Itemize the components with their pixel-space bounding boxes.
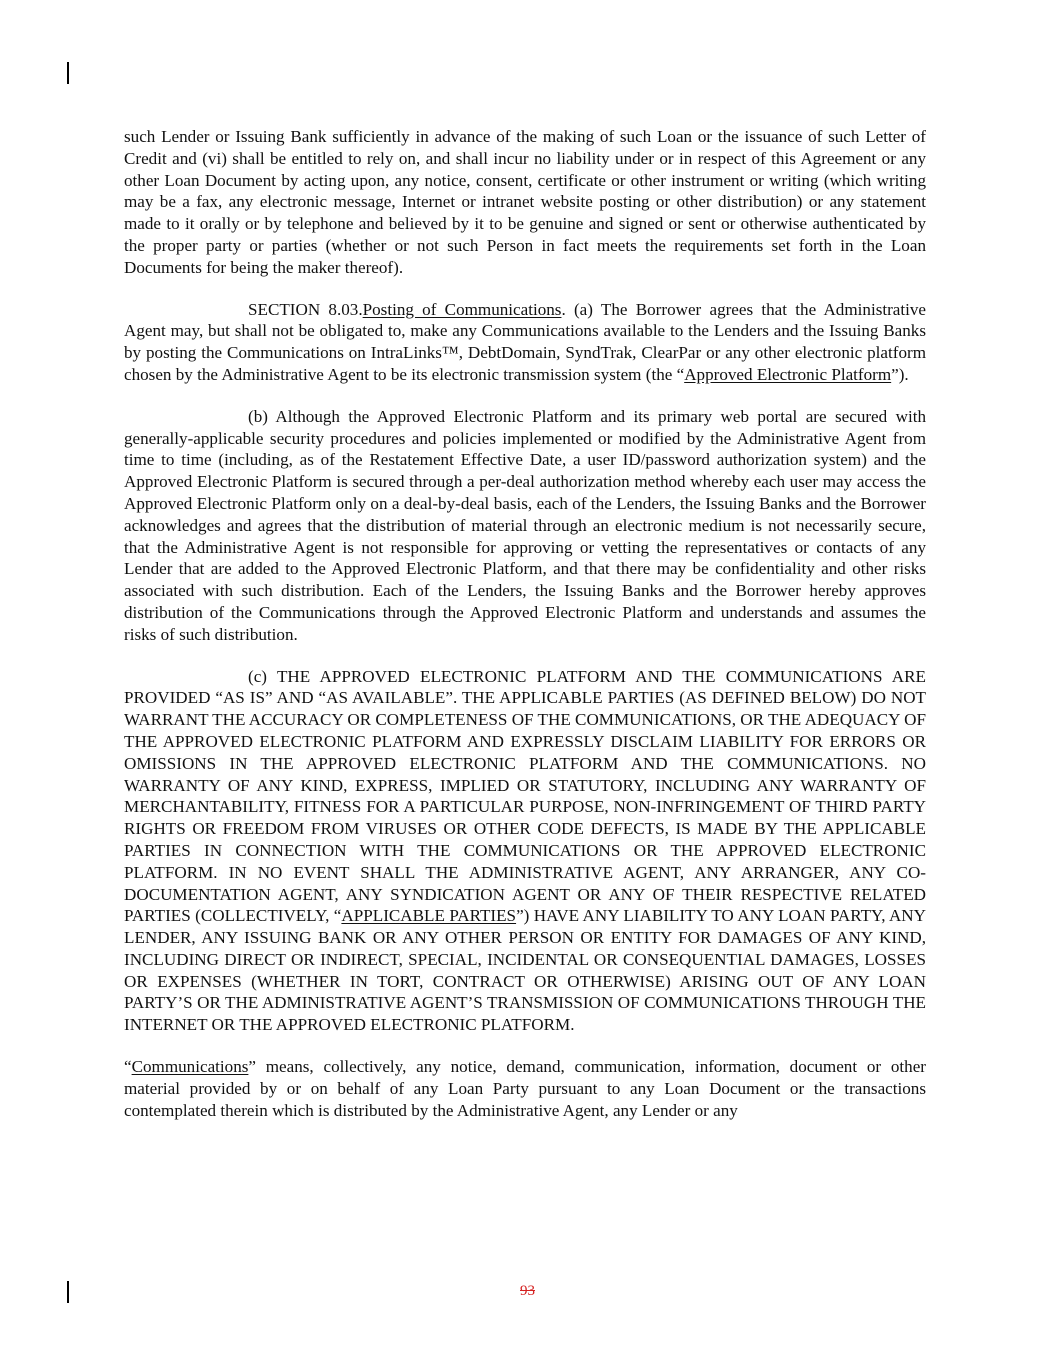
section-title: Posting of Communications (362, 299, 562, 319)
paragraph-b: (b) Although the Approved Electronic Platform and its primary web portal are secured with generally-applicable security procedures and policies implemented or modified by the Administrative Agent from time to time (including, as of the Restatement Effective Date, a user ID/password authorization system) and the Approved Electronic Platform is secured through a per-deal authorization method whereby each user may access the Approved Electronic Platform only on a deal-by-deal basis, each of the Lenders, the Issuing Banks and the Borrower acknowledges and agrees that the distribution of material through an electronic medium is not necessarily secure, that the Administrative Agent is not responsible for approving or vetting the representatives or contacts of any Lender that are added to the Approved Electronic Platform, and that there may be confidentiality and other risks associated with such distribution. Each of the Lenders, the Issuing Banks and the Borrower hereby approves distribution of the Communications through the Approved Electronic Platform and understands and assumes the risks of such distribution. (124, 406, 926, 644)
paragraph-c-text: (c) THE APPROVED ELECTRONIC PLATFORM AND THE COMMUNICATIONS ARE PROVIDED “AS IS” AND “AS AVAILABLE”. THE APPLICABLE PARTIES (AS DEFINED BELOW) DO NOT WARRANT THE ACCURACY OR COMPLETENESS OF THE COMMUNICATIONS, OR THE ADEQUACY OF THE APPROVED ELECTRONIC PLATFORM AND EXPRESSLY DISCLAIM LIABILITY FOR ERRORS OR OMISSIONS IN THE APPROVED ELECTRONIC PLATFORM AND THE COMMUNICATIONS. NO WARRANTY OF ANY KIND, EXPRESS, IMPLIED OR STATUTORY, INCLUDING ANY WARRANTY OF MERCHANTABILITY, FITNESS FOR A PARTICULAR PURPOSE, NON-INFRINGEMENT OF THIRD PARTY RIGHTS OR FREEDOM FROM VIRUSES OR OTHER CODE DEFECTS, IS MADE BY THE APPLICABLE PARTIES IN CONNECTION WITH THE COMMUNICATIONS OR THE APPROVED ELECTRONIC PLATFORM. IN NO EVENT SHALL THE ADMINISTRATIVE AGENT, ANY ARRANGER, ANY CO-DOCUMENTATION AGENT, ANY SYNDICATION AGENT OR ANY OF THEIR RESPECTIVE RELATED PARTIES (COLLECTIVELY, “ (124, 666, 926, 926)
defined-term-approved-electronic-platform: Approved Electronic Platform (684, 364, 892, 384)
paragraph-continuation: such Lender or Issuing Bank sufficiently in advance of the making of such Loan or the issuance of such Letter of Credit and (vi) shall be entitled to rely on, and shall incur no liability under or in respect of this Agreement or any other Loan Document by acting upon, any notice, consent, certificate or other instrument or writing (which writing may be a fax, any electronic message, Internet or intranet website posting or other distribution) or any statement made to it orally or by telephone and believed by it to be genuine and signed or sent or otherwise authenticated by the proper party or parties (whether or not such Person in fact meets the requirements set forth in the Loan Documents for being the maker thereof). (124, 127, 926, 277)
defined-term-communications: Communications (131, 1057, 249, 1077)
defined-term-applicable-parties: APPLICABLE PARTIES (341, 906, 517, 926)
paragraph-communications-definition (124, 1056, 926, 1121)
page-number: 93 (520, 1283, 535, 1299)
paragraph-section-8-03 (124, 299, 926, 386)
open-quote: “ (124, 1057, 132, 1077)
definition-text: ” means, collectively, any notice, demand, communication, information, document or other material provided by or on behalf of any Loan Party pursuant to any Loan Document or the transactions contemplated therein which is distributed by the Administrative Agent, any Lender or any (124, 1057, 926, 1120)
document-body (124, 126, 926, 1141)
section-text-end: ”). (891, 364, 909, 384)
paragraph-c (124, 666, 926, 1037)
section-number: SECTION 8.03. (248, 299, 363, 319)
section-text: . (a) The Borrower agrees that the Administrative Agent may, but shall not be obligated to, make any Communications available to the Lenders and the Issuing Banks by posting the Communications on IntraLinks™, DebtDomain, SyndTrak, ClearPar or any other electronic platform chosen by the Administrative Agent to be its electronic transmission system (the “ (124, 299, 927, 384)
paragraph-c-text-end: ”) HAVE ANY LIABILITY TO ANY LOAN PARTY, ANY LENDER, ANY ISSUING BANK OR ANY OTHER PERSON OR ENTITY FOR DAMAGES OF ANY KIND, INCLUDING DIRECT OR INDIRECT, SPECIAL, INCIDENTAL OR CONSEQUENTIAL DAMAGES, LOSSES OR EXPENSES (WHETHER IN TORT, CONTRACT OR OTHERWISE) ARISING OUT OF ANY LOAN PARTY’S OR THE ADMINISTRATIVE AGENT’S TRANSMISSION OF COMMUNICATIONS THROUGH THE INTERNET OR THE APPROVED ELECTRONIC PLATFORM. (124, 906, 926, 1035)
revision-change-bar (67, 62, 69, 84)
